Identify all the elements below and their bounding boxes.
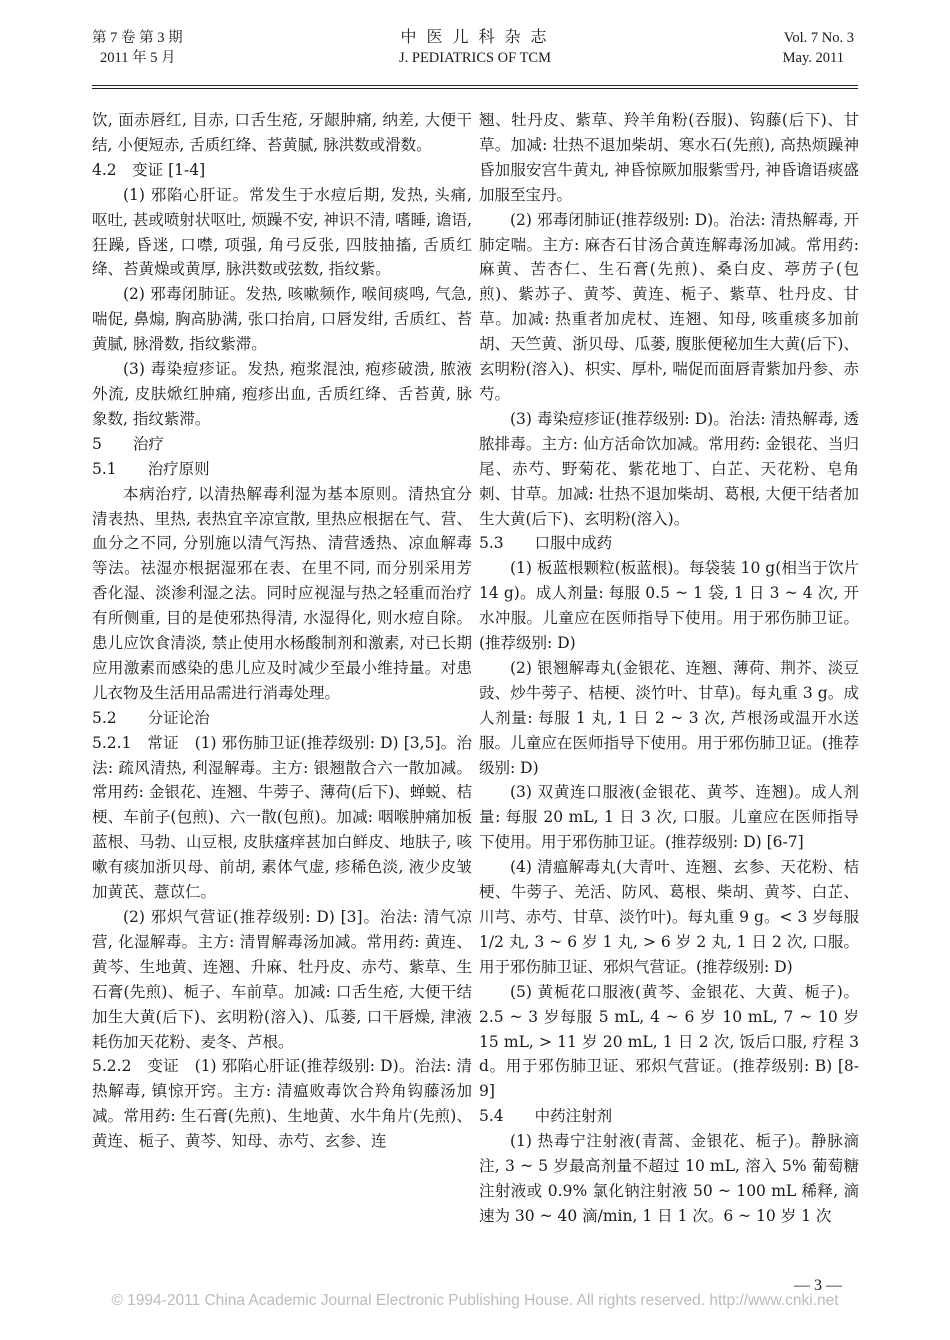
left-column (92, 108, 472, 1154)
issue-volume-en: Vol. 7 No. 3 (783, 30, 854, 46)
paragraph: 5.2.2 变证 (1) 邪陷心肝证(推荐级别: D)。治法: 清热解毒, 镇惊开窍。主方: 清瘟败毒饮合羚角钩藤汤加减。常用药: 生石膏(先煎)、生地黄、水牛角片(先煎)、黄连、栀子、黄芩、知母、赤芍、玄参、连 (92, 1057, 472, 1151)
paragraph: (4) 清瘟解毒丸(大青叶、连翘、玄参、天花粉、桔梗、牛蒡子、羌活、防风、葛根、柴胡、黄芩、白芷、川芎、赤芍、甘草、淡竹叶)。每丸重 9 g。< 3 岁每服 1/2 丸, 3 ~ 6 岁 1 丸, > 6 岁 2 丸, 1 日 2 次, 口服。用于邪伤肺卫证、邪炽气营证。(推荐级别: D) (479, 858, 859, 976)
page-number: — 3 — (794, 1277, 842, 1294)
journal-name-cn: 中 医 儿 科 杂 志 (400, 29, 550, 46)
page-header (92, 28, 858, 90)
journal-name-en: J. PEDIATRICS OF TCM (398, 50, 552, 66)
paragraph: (2) 邪炽气营证(推荐级别: D) [3]。治法: 清气凉营, 化湿解毒。主方: 清胃解毒汤加减。常用药: 黄连、黄芩、生地黄、连翘、升麻、牡丹皮、赤芍、紫草、生石膏(先煎)、栀子、车前草。加减: 口舌生疮, 大便干结加生大黄(后下)、玄明粉(溶入)、瓜蒌, 口干唇燥, 津液耗伤加天花粉、麦冬、芦根。 (92, 908, 472, 1051)
paragraph: 饮, 面赤唇红, 目赤, 口舌生疮, 牙龈肿痛, 纳差, 大便干结, 小便短赤, 舌质红绛、苔黄腻, 脉洪数或滑数。 (92, 111, 472, 154)
issue-date: 2011 年 5 月 (100, 50, 176, 66)
paragraph: (1) 板蓝根颗粒(板蓝根)。每袋装 10 g(相当于饮片 14 g)。成人剂量: 每服 0.5 ~ 1 袋, 1 日 3 ~ 4 次, 开水冲服。儿童应在医师指导下使用。用于邪伤肺卫证。(推荐级别: D) (479, 559, 859, 653)
paragraph: (2) 邪毒闭肺证。发热, 咳嗽频作, 喉间痰鸣, 气急, 喘促, 鼻煽, 胸高胁满, 张口抬肩, 口唇发绀, 舌质红、苔黄腻, 脉滑数, 指纹紫滞。 (92, 285, 472, 354)
copyright-footer: © 1994-2011 China Academic Journal Electronic Publishing House. All rights reserved. http://www.cnki.net (111, 1292, 839, 1309)
header-rule-bottom (92, 88, 858, 89)
paragraph: (2) 银翘解毒丸(金银花、连翘、薄荷、荆芥、淡豆豉、炒牛蒡子、桔梗、淡竹叶、甘草)。每丸重 3 g。成人剂量: 每服 1 丸, 1 日 2 ~ 3 次, 芦根汤或温开水送服。儿童应在医师指导下使用。用于邪伤肺卫证。(推荐级别: D) (479, 658, 859, 777)
paragraph: (3) 毒染痘疹证。发热, 疱浆混浊, 疱疹破溃, 脓液外流, 皮肤焮红肿痛, 疱疹出血, 舌质红绛、舌苔黄, 脉象数, 指纹紫滞。 (92, 360, 472, 428)
issue-info-en (783, 28, 858, 68)
section-heading: 5.4 中药注射剂 (479, 1107, 613, 1126)
paragraph: 本病治疗, 以清热解毒利湿为基本原则。清热宜分清表热、里热, 表热宜辛凉宣散, 里热应根据在气、营、血分之不同, 分别施以清气泻热、清营透热、凉血解毒等法。祛湿亦根据湿邪在表、在里不同, 而分别采用芳香化湿、淡渗利湿之法。同时应视湿与热之轻重而治疗有所侧重, 目的是使邪热得清, 水湿得化, 则水痘自除。患儿应饮食清淡, 禁止使用水杨酸制剂和激素, 对已长期应用激素而感染的患儿应及时减少至最小维持量。对患儿衣物及生活用品需进行消毒处理。 (92, 484, 472, 702)
paragraph: (3) 双黄连口服液(金银花、黄芩、连翘)。成人剂量: 每服 20 mL, 1 日 3 次, 口服。儿童应在医师指导下使用。用于邪伤肺卫证。(推荐级别: D) [6-7] (479, 783, 859, 852)
section-heading: 5.1 治疗原则 (92, 459, 210, 478)
section-heading: 5.3 口服中成药 (479, 534, 613, 553)
paragraph: (1) 热毒宁注射液(青蒿、金银花、栀子)。静脉滴注, 3 ~ 5 岁最高剂量不超过 10 mL, 溶入 5% 葡萄糖注射液或 0.9% 氯化钠注射液 50 ~ 100 mL 稀释, 滴速为 30 ~ 40 滴/min, 1 日 1 次。6 ~ 10 岁 1 次 (479, 1132, 859, 1225)
section-heading: 5.2 分证论治 (92, 708, 210, 727)
paragraph: (3) 毒染痘疹证(推荐级别: D)。治法: 清热解毒, 透脓排毒。主方: 仙方活命饮加减。常用药: 金银花、当归尾、赤芍、野菊花、紫花地丁、白芷、天花粉、皂角刺、甘草。加减: 壮热不退加柴胡、葛根, 大便干结者加生大黄(后下)、玄明粉(溶入)。 (479, 409, 859, 528)
paragraph: (2) 邪毒闭肺证(推荐级别: D)。治法: 清热解毒, 开肺定喘。主方: 麻杏石甘汤合黄连解毒汤加减。常用药: 麻黄、苦杏仁、生石膏(先煎)、桑白皮、葶苈子(包煎)、紫苏子、黄芩、黄连、栀子、紫草、牡丹皮、甘草。加减: 热重者加虎杖、连翘、知母, 咳重痰多加前胡、天竺黄、浙贝母、瓜蒌, 腹胀便秘加生大黄(后下)、玄明粉(溶入)、枳实、厚朴, 喘促而面唇青紫加丹参、赤芍。 (479, 210, 859, 403)
issue-volume: 第 7 卷 第 3 期 (92, 30, 183, 46)
issue-date-en: May. 2011 (782, 50, 844, 66)
paragraph: 翘、牡丹皮、紫草、羚羊角粉(吞服)、钩藤(后下)、甘草。加减: 壮热不退加柴胡、寒水石(先煎), 高热烦躁神昏加服安宫牛黄丸, 神昏惊厥加服紫雪丹, 神昏谵语痰盛加服至宝丹。 (479, 111, 859, 204)
paragraph: 5.2.1 常证 (1) 邪伤肺卫证(推荐级别: D) [3,5]。治法: 疏风清热, 利湿解毒。主方: 银翘散合六一散加减。常用药: 金银花、连翘、牛蒡子、薄荷(后下)、蝉蜕、桔梗、车前子(包煎)、六一散(包煎)。加减: 咽喉肿痛加板蓝根、马勃、山豆根, 皮肤瘙痒甚加白鲜皮、地肤子, 咳嗽有痰加浙贝母、前胡, 素体气虚, 疹稀色淡, 液少皮皱加黄芪、薏苡仁。 (92, 733, 472, 902)
section-heading: 4.2 变证 [1-4] (92, 160, 206, 179)
journal-title (92, 28, 858, 68)
paragraph: (1) 邪陷心肝证。常发生于水痘后期, 发热, 头痛, 呕吐, 甚或喷射状呕吐, 烦躁不安, 神识不清, 嗜睡, 谵语, 狂躁, 昏迷, 口噤, 项强, 角弓反张, 四肢抽搐, 舌质红绛、苔黄燥或黄厚, 脉洪数或弦数, 指纹紫。 (92, 185, 472, 279)
paragraph: (5) 黄栀花口服液(黄芩、金银花、大黄、栀子)。2.5 ~ 3 岁每服 5 mL, 4 ~ 6 岁 10 mL, 7 ~ 10 岁 15 mL, > 11 岁 20 mL, 1 日 2 次, 饭后口服, 疗程 3 d。用于邪伤肺卫证、邪炽气营证。(推荐级别: B) [8-9] (479, 982, 859, 1101)
section-heading: 5 治疗 (92, 434, 164, 453)
right-column (479, 108, 859, 1229)
header-rule-top (92, 85, 858, 86)
